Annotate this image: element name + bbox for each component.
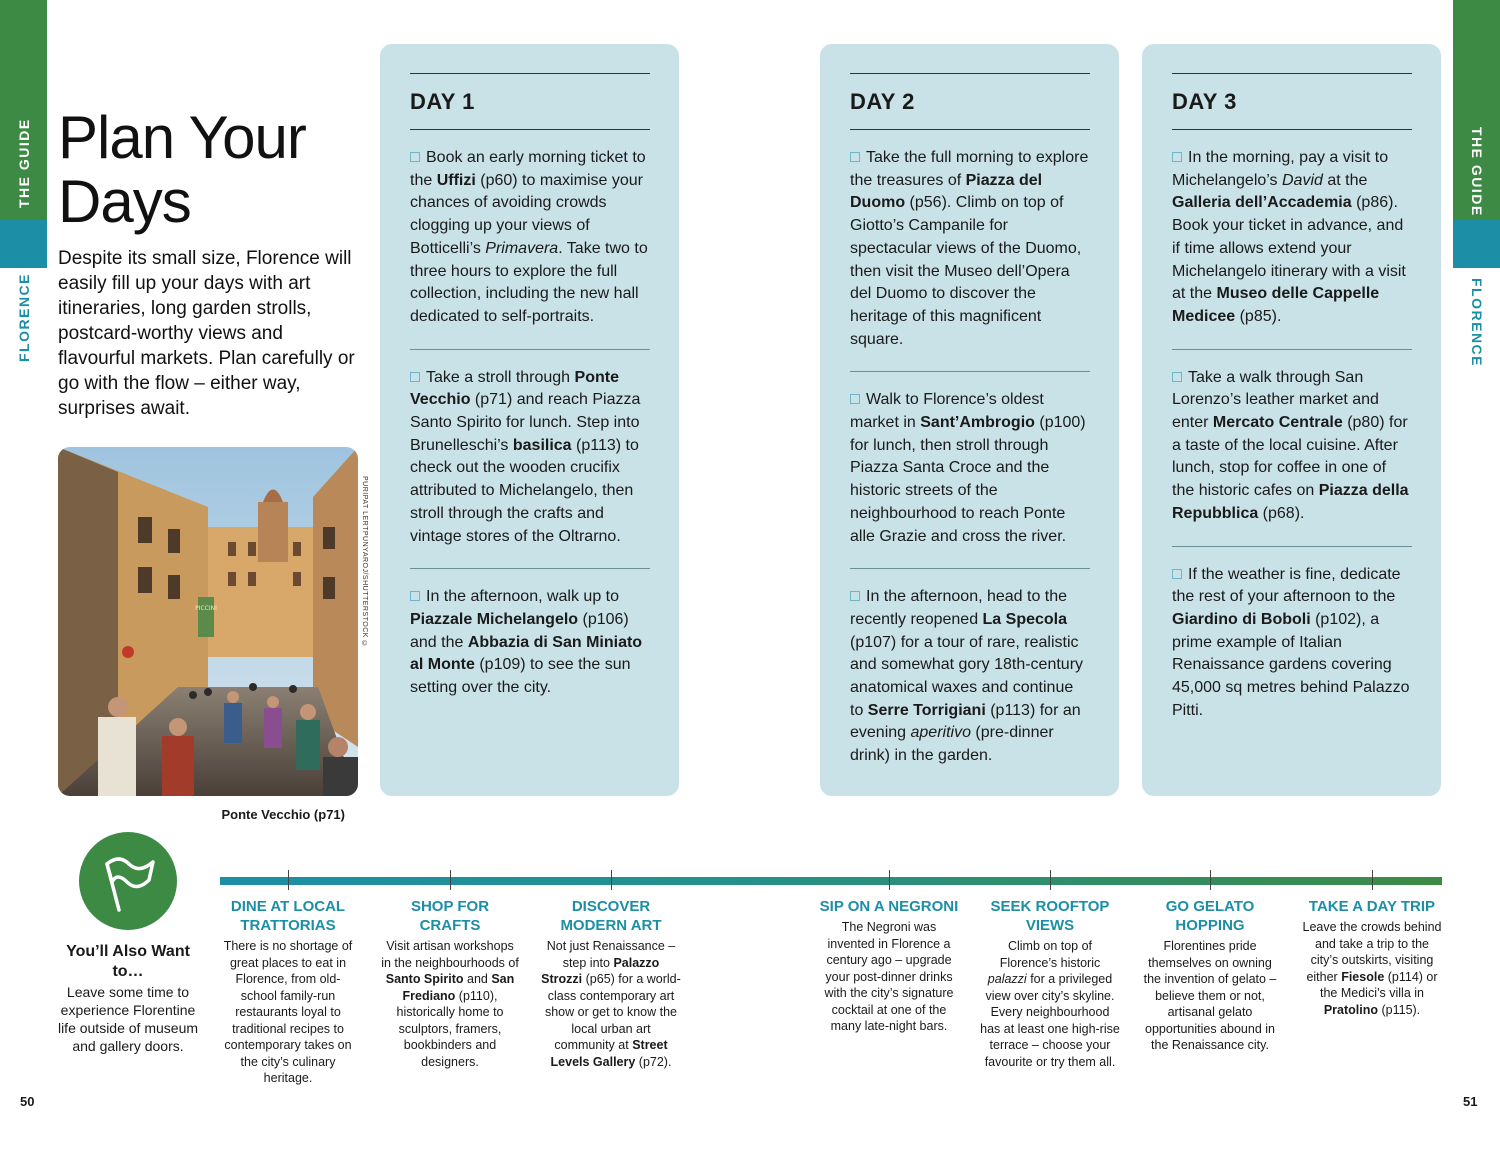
tip-title: GO GELATO HOPPING xyxy=(1165,898,1255,934)
text-run: If the weather is fine, dedicate the rest of your afternoon to the xyxy=(1172,565,1401,606)
text-run: Visit artisan workshops in the neighbourhoods of xyxy=(381,939,519,970)
text-run: (p56). Climb on top of Giotto’s Campanile for spectacular views of the Duomo, then visit the Museo dell’Opera del Duomo to discover the heritage of this magnificent square. xyxy=(850,194,1082,348)
italic-text: palazzi xyxy=(987,972,1027,986)
text-run: Florentines pride themselves on owning the invention of gelato – believe them or not, artisanal gelato opportunities abound in the Renaissance city. xyxy=(1143,939,1277,1052)
text-run: (p114) or the Medici’s villa in xyxy=(1320,969,1438,1000)
bold-text: Uffizi xyxy=(436,171,476,189)
text-run: (p71) and reach Piazza Santo Spirito for lunch. Step into Brunelleschi’s xyxy=(410,391,641,454)
day-entries xyxy=(1172,129,1412,742)
street-scene-illustration xyxy=(58,447,358,796)
city-label: FLORENCE xyxy=(1469,278,1485,367)
tip-text xyxy=(541,938,681,1070)
checkbox-icon xyxy=(850,591,860,601)
text-run: (p86). Book your ticket in advance, and if time allows extend your Michelangelo itinerary with a visit at the xyxy=(1172,194,1406,303)
bold-text: Sant’Ambrogio xyxy=(920,414,1035,432)
tip-title: SIP ON A NEGRONI xyxy=(819,898,959,915)
day-entry xyxy=(410,129,650,349)
tip-item xyxy=(541,897,681,1070)
text-run: (p60) to maximise your chances of avoiding crowds clogging up your views of Botticelli’s xyxy=(410,171,643,257)
text-run: (p115). xyxy=(1378,1002,1421,1017)
text-run: (p109) to see the sun setting over the city. xyxy=(410,656,631,697)
timeline-tick xyxy=(1372,870,1373,890)
bold-text: La Specola xyxy=(982,610,1068,628)
bold-text: Galleria dell’Accademia xyxy=(1172,194,1352,212)
bold-text: Piazza del Duomo xyxy=(850,171,1043,212)
text-run: (p85). xyxy=(1235,307,1282,325)
tip-text xyxy=(1302,919,1442,1018)
city-label: FLORENCE xyxy=(16,273,32,362)
text-run: Climb on top of Florence’s historic xyxy=(999,939,1101,970)
italic-text: aperitivo xyxy=(910,724,971,742)
text-run: In the morning, pay a visit to Michelangelo’s xyxy=(1172,149,1389,189)
photo-caption: Ponte Vecchio (p71) xyxy=(221,807,345,822)
text-run: (p72). xyxy=(635,1054,672,1069)
tip-text xyxy=(1140,938,1280,1054)
text-run: The Negroni was invented in Florence a century ago – upgrade your post-dinner drinks with the city’s signature cocktail at one of the many late-night bars. xyxy=(824,920,954,1033)
also-want-title: You’ll Also Want to… xyxy=(66,943,190,980)
page-number-left: 50 xyxy=(20,1094,35,1109)
text-run: Leave the crowds behind and take a trip to the city’s outskirts, visiting either xyxy=(1302,920,1442,984)
bold-text: Palazzo Strozzi xyxy=(541,955,660,986)
tip-title: TAKE A DAY TRIP xyxy=(1308,898,1436,915)
day-entry xyxy=(850,129,1090,371)
photo-credit: PURIPAT LERTPUNYAROJ/SHUTTERSTOCK © xyxy=(361,476,368,648)
text-run: Walk to Florence’s oldest market in xyxy=(850,391,1044,432)
text-run: Book an early morning ticket to the xyxy=(410,149,646,189)
text-run: at the xyxy=(1322,171,1368,189)
timeline-tick xyxy=(450,870,451,890)
bold-text: Museo delle Cappelle Medicee xyxy=(1172,285,1380,325)
tip-item xyxy=(980,897,1120,1070)
tip-item xyxy=(819,897,959,1035)
tip-text xyxy=(380,938,520,1070)
text-run: Take a walk through San Lorenzo’s leather market and enter xyxy=(1172,368,1379,432)
text-run: In the afternoon, walk up to xyxy=(426,588,620,606)
text-run: Take a stroll through xyxy=(426,368,575,386)
day-title: DAY 3 xyxy=(1172,89,1237,114)
bold-text: Serre Torrigiani xyxy=(867,701,986,719)
tip-text xyxy=(218,938,358,1087)
checkbox-icon xyxy=(410,152,420,162)
tip-text xyxy=(819,919,959,1035)
text-run: (p107) for a tour of rare, realistic and somewhat gory 18th-century anatomical waxes and continue to xyxy=(850,633,1084,719)
side-tab-teal-block xyxy=(1453,220,1500,268)
tip-title: DINE AT LOCAL TRATTORIAS xyxy=(230,898,346,934)
also-want-text: Leave some time to experience Florentine life outside of museum and gallery doors. xyxy=(57,984,199,1054)
tip-item xyxy=(1302,897,1442,1018)
italic-text: David xyxy=(1282,171,1323,189)
text-run: (p106) and the xyxy=(410,610,629,651)
day-entry xyxy=(1172,349,1412,546)
tip-item xyxy=(1140,897,1280,1054)
timeline-tick xyxy=(1050,870,1051,890)
text-run: (pre-dinner drink) in the garden. xyxy=(850,724,1054,765)
text-run: (p100) for lunch, then stroll through Piazza Santa Croce and the historic streets of the neighbourhood to reach Ponte alle Grazie and cross the river. xyxy=(850,414,1086,545)
day-card xyxy=(1142,44,1441,796)
section-label: THE GUIDE xyxy=(1469,127,1485,217)
text-run: (p113) for an evening xyxy=(850,701,1081,742)
checkbox-icon xyxy=(850,152,860,162)
text-run: for a privileged view over city’s skyline. Every neighbourhood has at least one high-rise terrace – choose your favourite or try them all. xyxy=(980,972,1120,1069)
bold-text: Ponte Vecchio xyxy=(410,368,619,409)
timeline-tick xyxy=(288,870,289,890)
tip-item xyxy=(218,897,358,1087)
timeline-bar xyxy=(220,877,1442,885)
italic-text: Primavera xyxy=(485,239,559,257)
bold-text: Piazzale Michelangelo xyxy=(410,610,579,628)
ponte-vecchio-photo xyxy=(58,447,358,796)
text-run: (p80) for a taste of the local cuisine. After lunch, stop for coffee in one of the historic cafes on xyxy=(1172,414,1408,500)
bold-text: Piazza della Repubblica xyxy=(1172,482,1409,522)
text-run: (p113) to check out the wooden crucifix attributed to Michelangelo, then stroll through the crafts and vintage stores of the Oltrarno. xyxy=(410,436,639,545)
day-entry xyxy=(1172,129,1412,349)
checkbox-icon xyxy=(1172,569,1182,579)
day-card xyxy=(380,44,679,796)
checkbox-icon xyxy=(1172,152,1182,162)
text-run: Not just Renaissance – step into xyxy=(546,939,676,970)
bold-text: Mercato Centrale xyxy=(1212,414,1343,432)
bold-text: Abbazia di San Miniato al Monte xyxy=(410,633,643,674)
text-run: (p68). xyxy=(1258,504,1305,522)
checkbox-icon xyxy=(1172,372,1182,382)
flag-icon xyxy=(79,832,177,930)
checkbox-icon xyxy=(850,394,860,404)
day-entry xyxy=(410,349,650,569)
bold-text: Pratolino xyxy=(1323,1002,1378,1017)
day-entry xyxy=(410,568,650,720)
text-run: Take the full morning to explore the treasures of xyxy=(850,149,1089,189)
bold-text: Street Levels Gallery xyxy=(550,1038,668,1069)
bold-text: Giardino di Boboli xyxy=(1172,610,1311,628)
timeline-tick xyxy=(889,870,890,890)
bold-text: basilica xyxy=(512,436,572,454)
bold-text: Fiesole xyxy=(1341,969,1385,984)
text-run: There is no shortage of great places to eat in Florence, from old-school family-run restaurants loyal to traditional recipes to contemporary takes on the city’s culinary heritage. xyxy=(223,939,353,1085)
day-entries xyxy=(850,129,1090,788)
bold-text: Santo Spirito xyxy=(385,972,464,986)
tip-text xyxy=(980,938,1120,1070)
day-card xyxy=(820,44,1119,796)
timeline-tick xyxy=(611,870,612,890)
tip-item xyxy=(380,897,520,1070)
checkbox-icon xyxy=(410,372,420,382)
shop-sign: PICCINI xyxy=(195,605,217,612)
bold-text: San Frediano xyxy=(402,972,515,1003)
page-number-right: 51 xyxy=(1463,1094,1478,1109)
day-entry xyxy=(1172,546,1412,743)
text-run: (p65) for a world-class contemporary art show or get to know the local urban art community at xyxy=(544,972,681,1052)
day-title: DAY 2 xyxy=(850,89,915,114)
section-label: THE GUIDE xyxy=(16,118,32,208)
side-tab-teal-block xyxy=(0,220,47,268)
text-run: In the afternoon, head to the recently reopened xyxy=(850,588,1068,628)
day-title: DAY 1 xyxy=(410,89,475,114)
text-run: and xyxy=(463,972,492,986)
day-entries xyxy=(410,129,650,720)
timeline-tick xyxy=(1210,870,1211,890)
tip-title: DISCOVER MODERN ART xyxy=(560,898,662,934)
tip-title: SEEK ROOFTOP VIEWS xyxy=(990,898,1110,934)
text-run: (p102), a prime example of Italian Renaissance gardens covering 45,000 sq metres behind Palazzo Pitti. xyxy=(1172,610,1410,719)
day-entry xyxy=(850,568,1090,788)
tip-title: SHOP FOR CRAFTS xyxy=(410,898,490,934)
day-entry xyxy=(850,371,1090,568)
page-title: Plan Your Days xyxy=(58,104,306,235)
text-run: (p110), historically home to sculptors, framers, bookbinders and designers. xyxy=(396,988,504,1069)
checkbox-icon xyxy=(410,591,420,601)
intro-text: Despite its small size, Florence will easily fill up your days with art itineraries, long garden strolls, postcard-worthy views and flavourful markets. Plan carefully or go with the flow – either way, surprises await. xyxy=(58,248,355,419)
text-run: . Take two to three hours to explore the full collection, including the new hall dedicated to self-portraits. xyxy=(410,239,648,325)
